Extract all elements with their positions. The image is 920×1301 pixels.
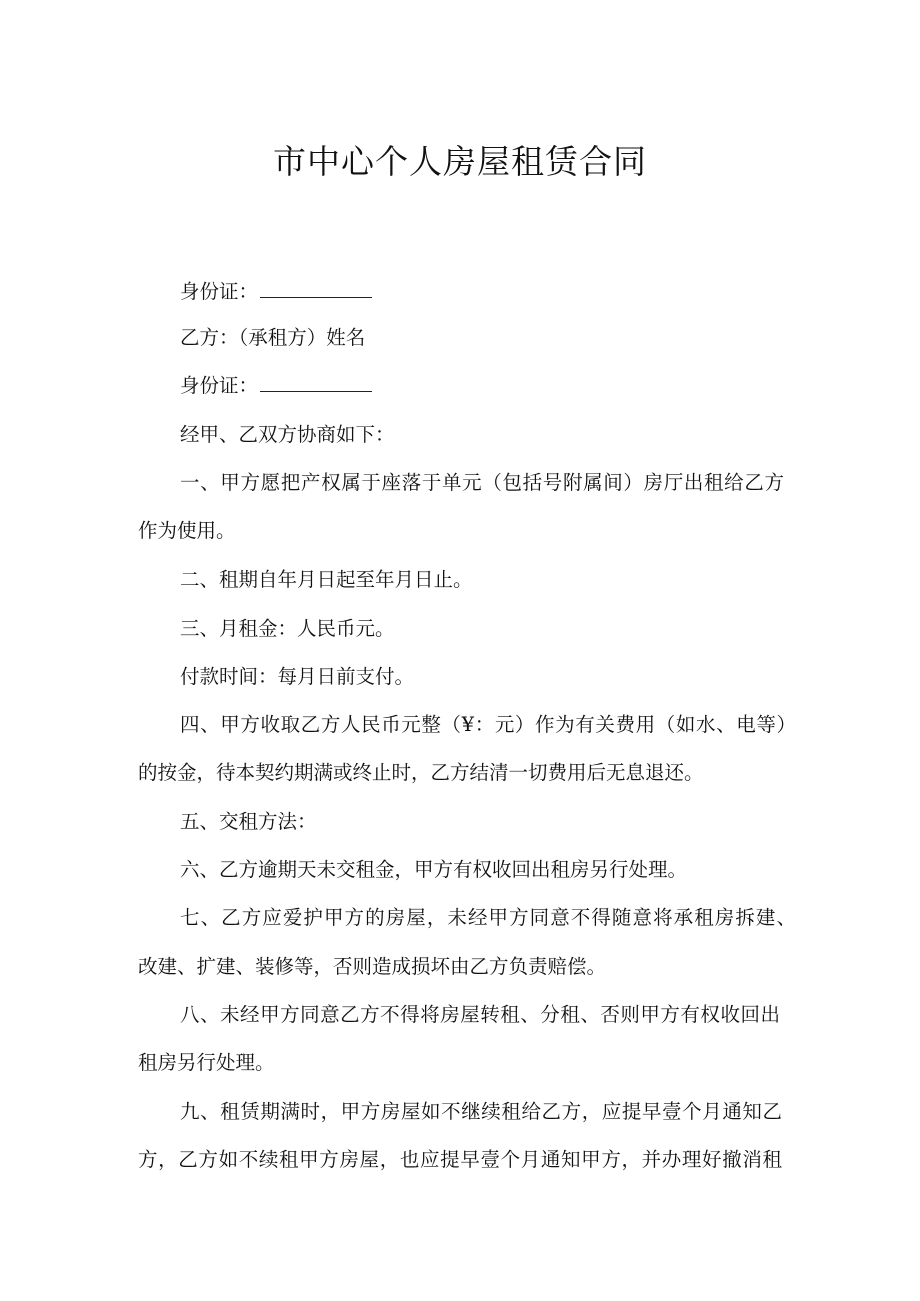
page-title: 市中心个人房屋租赁合同 [273, 142, 647, 181]
clause-7-line-2: 改建、扩建、装修等，否则造成损坏由乙方负责赔偿。 [138, 955, 607, 978]
id-card-line-1 [180, 280, 840, 304]
clause-5: 五、交租方法： [180, 810, 317, 833]
id-card-label: 身份证： [180, 280, 259, 303]
party-b-line: 乙方：（承租方）姓名 [180, 326, 366, 349]
clause-2: 二、租期自年月日起至年月日止。 [180, 568, 473, 591]
clause-6: 六、乙方逾期天未交租金，甲方有权收回出租房另行处理。 [180, 858, 688, 881]
id-card-line-2 [180, 374, 840, 398]
id-card-blank [260, 283, 372, 298]
clause-1-line-2: 作为使用。 [138, 519, 236, 542]
clause-4-line-1: 四、甲方收取乙方人民币元整（¥：元）作为有关费用（如水、电等） [180, 713, 796, 736]
clause-4-line-2: 的按金，待本契约期满或终止时，乙方结清一切费用后无息退还。 [138, 761, 704, 784]
id-card-blank [260, 377, 372, 392]
clause-9-line-1: 九、租赁期满时，甲方房屋如不继续租给乙方，应提早壹个月通知乙 [180, 1100, 782, 1123]
id-card-label: 身份证： [180, 374, 259, 397]
clause-7-line-1: 七、乙方应爱护甲方的房屋，未经甲方同意不得随意将承租房拆建、 [180, 906, 796, 929]
clause-3: 三、月租金：人民币元。 [180, 617, 395, 640]
clause-8-line-2: 租房另行处理。 [138, 1051, 275, 1074]
clause-1-line-1: 一、甲方愿把产权属于座落于单元（包括号附属间）房厅出租给乙方 [180, 471, 784, 494]
payment-time: 付款时间：每月日前支付。 [180, 665, 415, 688]
clause-8-line-1: 八、未经甲方同意乙方不得将房屋转租、分租、否则甲方有权收回出 [180, 1003, 780, 1026]
clause-9-line-2: 方，乙方如不续租甲方房屋，也应提早壹个月通知甲方，并办理好撤消租 [138, 1148, 782, 1171]
agreement-intro: 经甲、乙双方协商如下： [180, 423, 395, 446]
